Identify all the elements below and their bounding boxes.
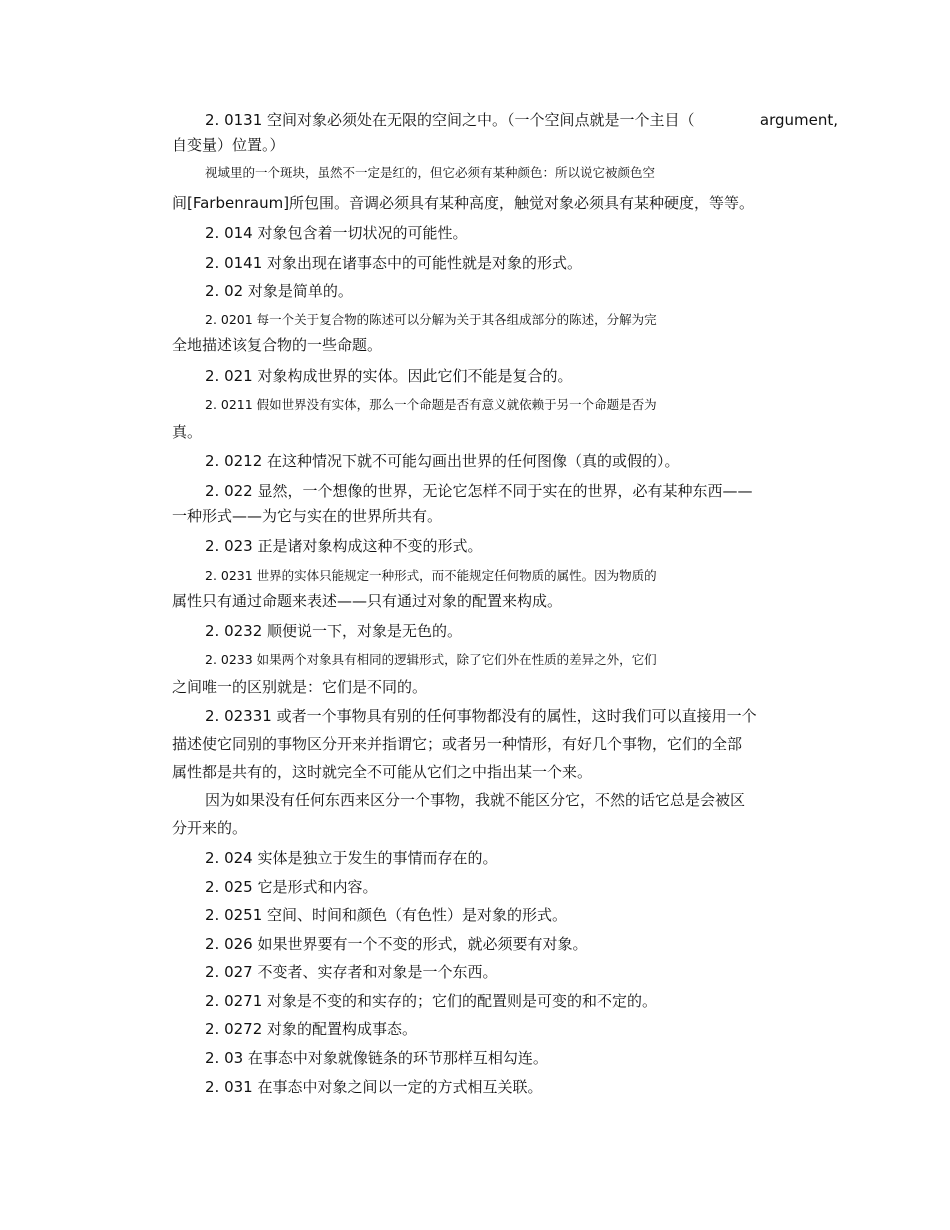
text-line: 视域里的一个斑块，虽然不一定是红的，但它必须有某种颜色：所以说它被颜色空 xyxy=(205,165,656,180)
text-line: 2. 02 对象是简单的。 xyxy=(205,282,353,300)
text-line: 2. 024 实体是独立于发生的事情而存在的。 xyxy=(205,849,498,867)
text-line: 2. 03 在事态中对象就像链条的环节那样互相勾连。 xyxy=(205,1049,548,1067)
text-line: 之间唯一的区别就是：它们是不同的。 xyxy=(172,678,428,696)
text-line: 2. 022 显然，一个想像的世界，无论它怎样不同于实在的世界，必有某种东西—— xyxy=(205,482,753,500)
text-line: 属性只有通过命题来表述——只有通过对象的配置来构成。 xyxy=(172,592,563,610)
text-line: 2. 0211 假如世界没有实体，那么一个命题是否有意义就依赖于另一个命题是否为 xyxy=(205,397,657,412)
text-line: 2. 0271 对象是不变的和实存的；它们的配置则是可变的和不定的。 xyxy=(205,992,658,1010)
text-line: 真。 xyxy=(172,423,203,441)
text-line: 2. 0233 如果两个对象具有相同的逻辑形式，除了它们外在性质的差异之外，它们 xyxy=(205,652,657,667)
text-line: 属性都是共有的，这时就完全不可能从它们之中指出某一个来。 xyxy=(172,763,593,781)
text-line: 2. 0201 每一个关于复合物的陈述可以分解为关于其各组成部分的陈述，分解为完 xyxy=(205,312,657,327)
text-line: argument, xyxy=(759,111,838,129)
text-line: 2. 014 对象包含着一切状况的可能性。 xyxy=(205,224,468,242)
text-line: 2. 0231 世界的实体只能规定一种形式，而不能规定任何物质的属性。因为物质的 xyxy=(205,568,657,583)
text-line: 全地描述该复合物的一些命题。 xyxy=(172,336,383,354)
text-line: 2. 0212 在这种情况下就不可能勾画出世界的任何图像（真的或假的）。 xyxy=(205,452,680,470)
text-line: 2. 025 它是形式和内容。 xyxy=(205,878,378,896)
text-line: 分开来的。 xyxy=(172,819,248,837)
text-line: 2. 023 正是诸对象构成这种不变的形式。 xyxy=(205,537,483,555)
text-line: 2. 026 如果世界要有一个不变的形式，就必须要有对象。 xyxy=(205,935,588,953)
text-line: 2. 0141 对象出现在诸事态中的可能性就是对象的形式。 xyxy=(205,254,583,272)
text-line: 2. 021 对象构成世界的实体。因此它们不能是复合的。 xyxy=(205,367,573,385)
text-line: 自变量）位置。） xyxy=(172,136,285,154)
text-line: 2. 0272 对象的配置构成事态。 xyxy=(205,1020,418,1038)
text-line: 2. 0232 顺便说一下，对象是无色的。 xyxy=(205,622,463,640)
text-line: 2. 031 在事态中对象之间以一定的方式相互关联。 xyxy=(205,1078,543,1096)
text-line: 2. 0251 空间、时间和颜色（有色性）是对象的形式。 xyxy=(205,906,568,924)
text-line: 2. 027 不变者、实存者和对象是一个东西。 xyxy=(205,963,498,981)
text-line: 因为如果没有任何东西来区分一个事物，我就不能区分它，不然的话它总是会被区 xyxy=(205,791,746,809)
text-line: 2. 02331 或者一个事物具有别的任何事物都没有的属性，这时我们可以直接用一个 xyxy=(205,707,757,725)
text-line: 间[Farbenraum]所包围。音调必须具有某种高度，触觉对象必须具有某种硬度，等等。 xyxy=(172,194,755,212)
text-line: 描述使它同别的事物区分开来并指谓它；或者另一种情形，有好几个事物，它们的全部 xyxy=(172,735,743,753)
text-line: 2. 0131 空间对象必须处在无限的空间之中。（一个空间点就是一个主目（ xyxy=(205,111,695,129)
text-line: 一种形式——为它与实在的世界所共有。 xyxy=(172,507,443,525)
